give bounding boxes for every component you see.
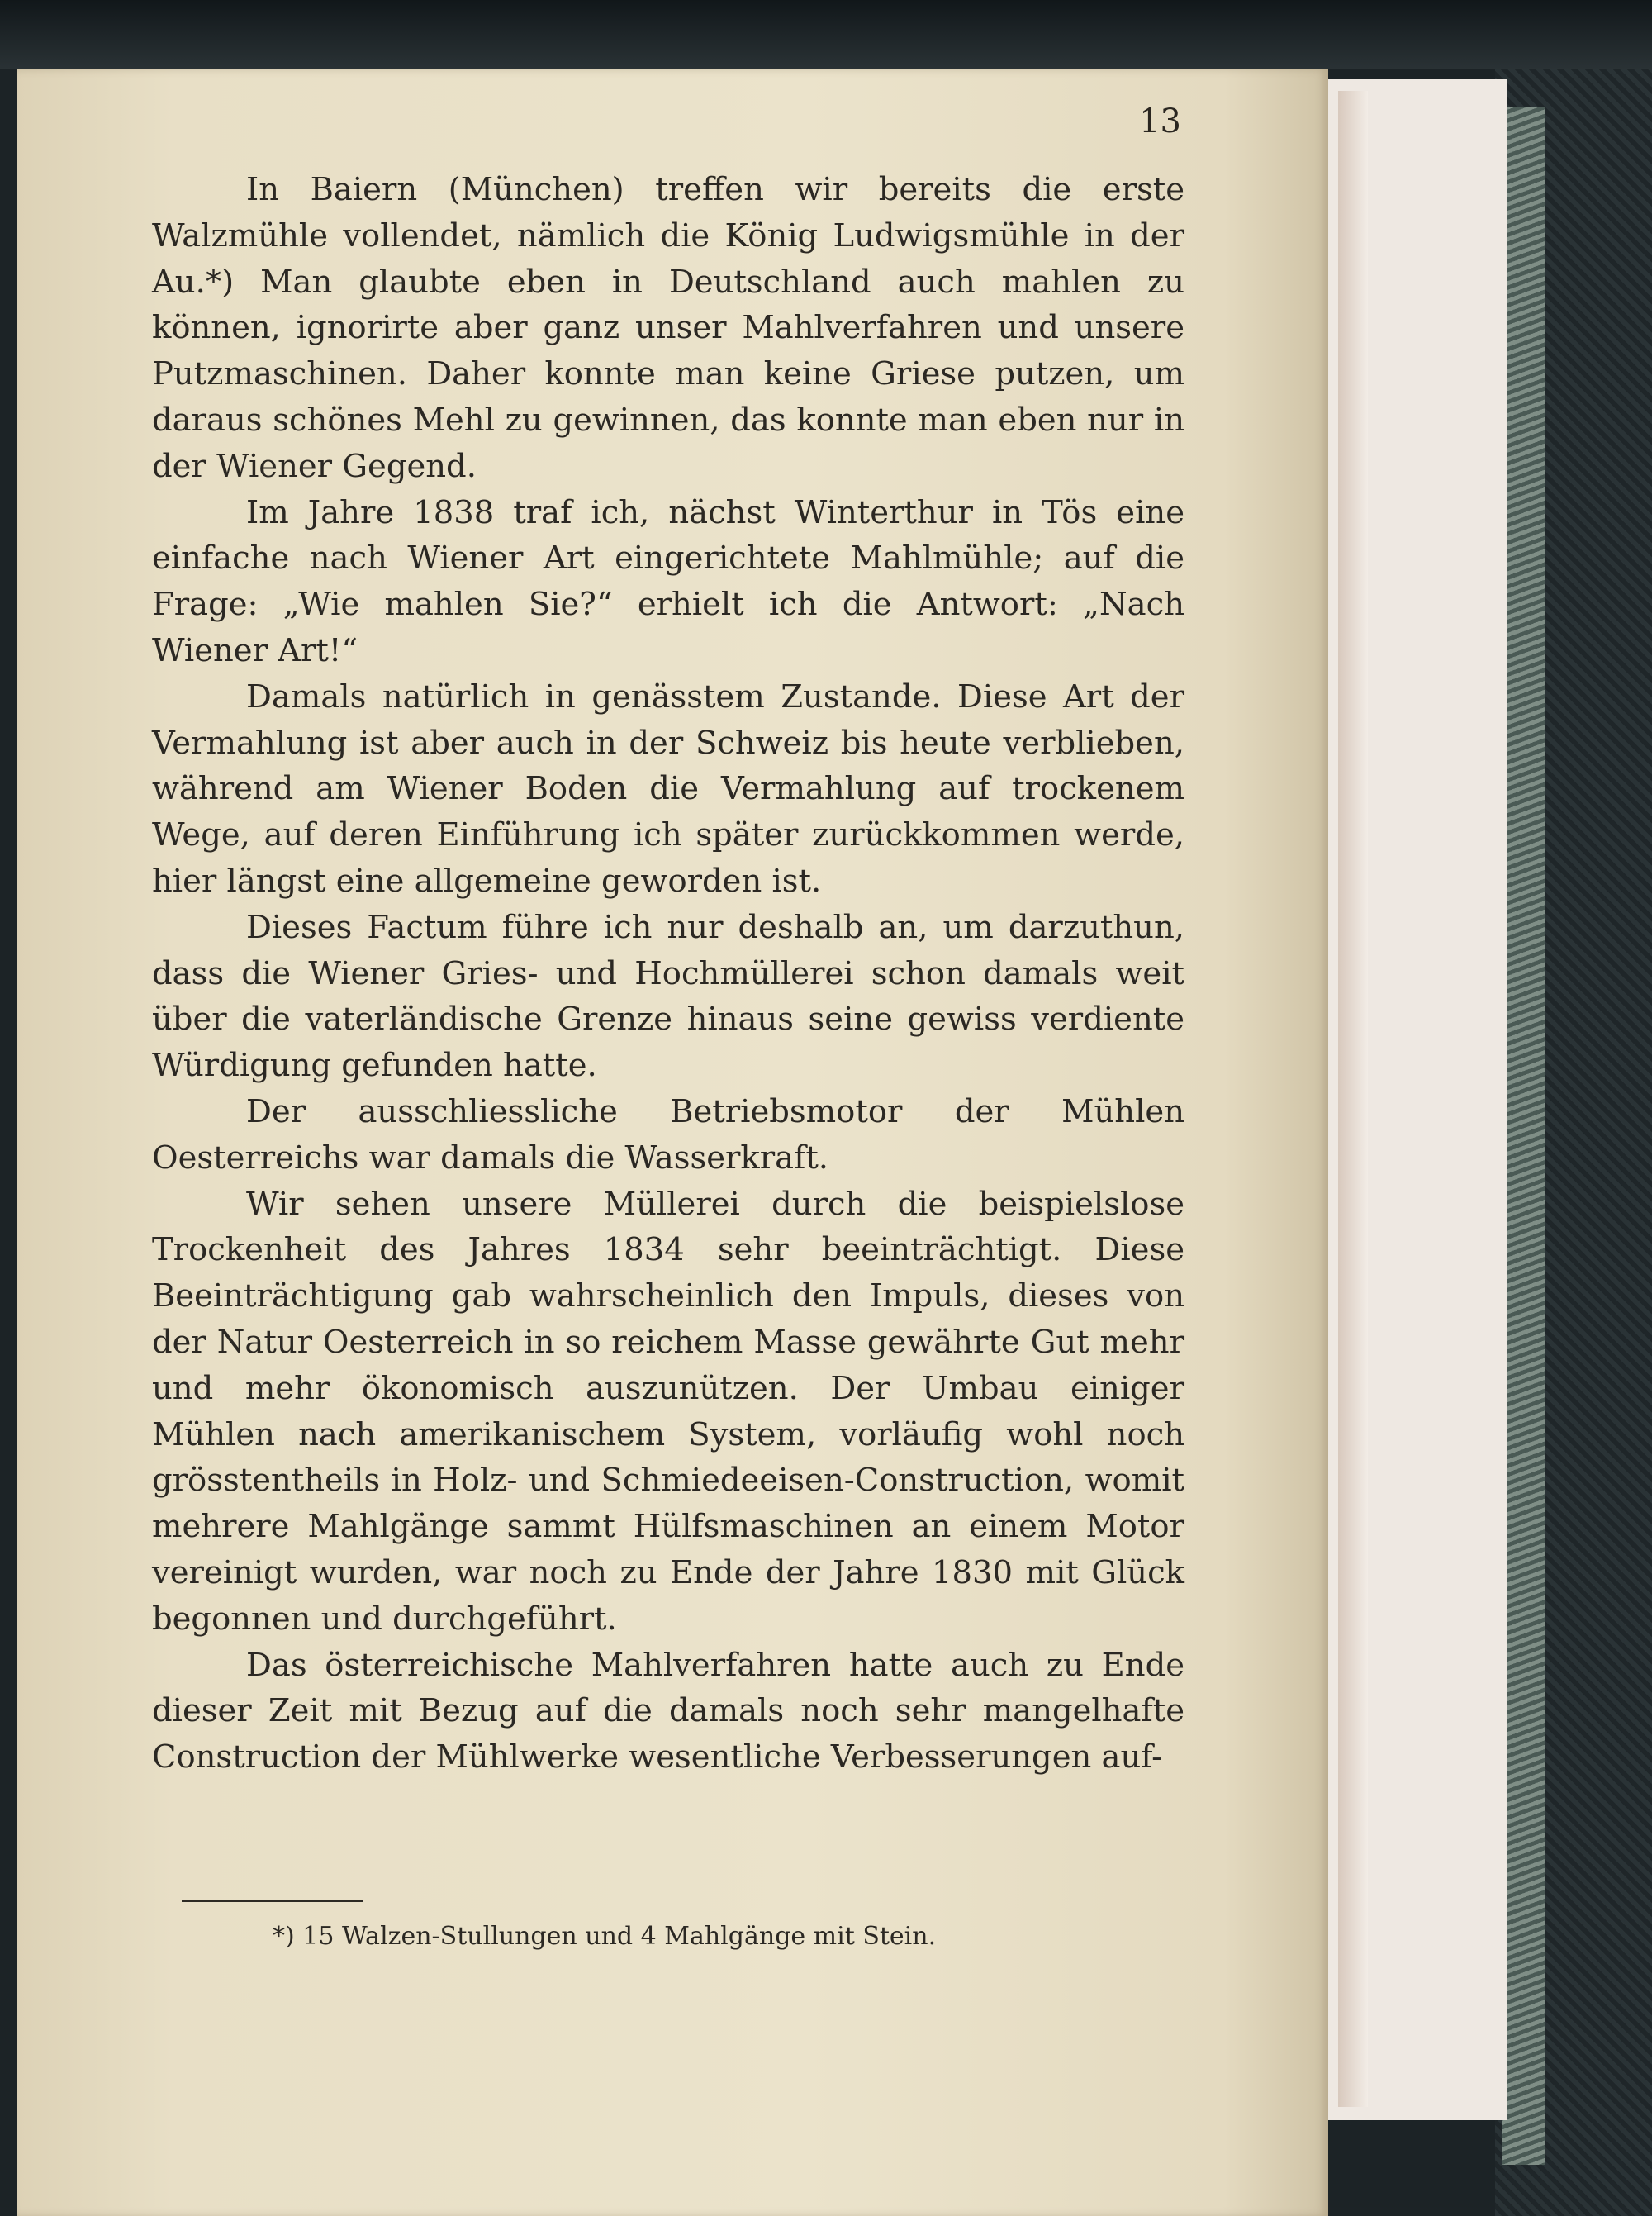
leaf-edge — [1338, 91, 1368, 2107]
paragraph: Damals natürlich in genässtem Zustande. Diese Art der Vermahlung ist aber auch in der Schweiz bis heute verblieben, während am Wiener Boden die Vermahlung auf trockenem Wege, auf deren Einführung ich später zurückkommen werde, hier längst eine allgemeine geworden ist. — [152, 678, 1184, 900]
paragraph: Im Jahre 1838 traf ich, nächst Winterthur in Tös eine einfache nach Wiener Art eingerichtete Mahlmühle; auf die Frage: „Wie mahlen Sie?“ erhielt ich die Antwort: „Nach Wiener Art!“ — [152, 493, 1184, 669]
paragraph: Wir sehen unsere Müllerei durch die beispielslose Trockenheit des Jahres 1834 sehr beeinträchtigt. Diese Beeinträchtigung gab wahrscheinlich den Impuls, dieses von der Natur Oesterreich in so reichem Masse gewährte Gut mehr und mehr ökonomisch auszunützen. Der Umbau einiger Mühlen nach amerikanischem System, vorläufig wohl noch grösstentheils in Holz- und Schmiedeeisen-Construction, womit mehrere Mahlgänge sammt Hülfsmaschinen an einem Motor vereinigt wurden, war noch zu Ende der Jahre 1830 mit Glück begonnen und durchgeführt. — [152, 1185, 1184, 1638]
footnote-rule — [182, 1900, 363, 1902]
body-text — [152, 167, 1184, 1781]
paragraph: Der ausschliessliche Betriebsmotor der Mühlen Oesterreichs war damals die Wasserkraft. — [152, 1092, 1184, 1177]
page-number: 13 — [1139, 102, 1181, 140]
book-spine-band — [1502, 107, 1545, 2165]
paragraph: Dieses Factum führe ich nur deshalb an, um darzuthun, dass die Wiener Gries- und Hochmüllerei schon damals weit über die vaterländische Grenze hinaus seine gewiss verdiente Würdigung gefunden hatte. — [152, 908, 1184, 1085]
footnote: *) 15 Walzen-Stullungen und 4 Mahlgänge mit Stein. — [273, 1922, 937, 1951]
paragraph: In Baiern (München) treffen wir bereits die erste Walzmühle vollendet, nämlich die König Ludwigsmühle in der Au.*) Man glaubte eben in Deutschland auch mahlen zu können, ignorirte aber ganz unser Mahlverfahren und unsere Putzmaschinen. Daher konnte man keine Griese putzen, um daraus schönes Mehl zu gewinnen, das konnte man eben nur in der Wiener Gegend. — [152, 171, 1184, 485]
book-cover-top — [0, 0, 1652, 69]
paragraph: Das österreichische Mahlverfahren hatte auch zu Ende dieser Zeit mit Bezug auf die damals noch sehr mangelhafte Construction der Mühlwerke wesentliche Verbesserungen auf- — [152, 1646, 1184, 1776]
